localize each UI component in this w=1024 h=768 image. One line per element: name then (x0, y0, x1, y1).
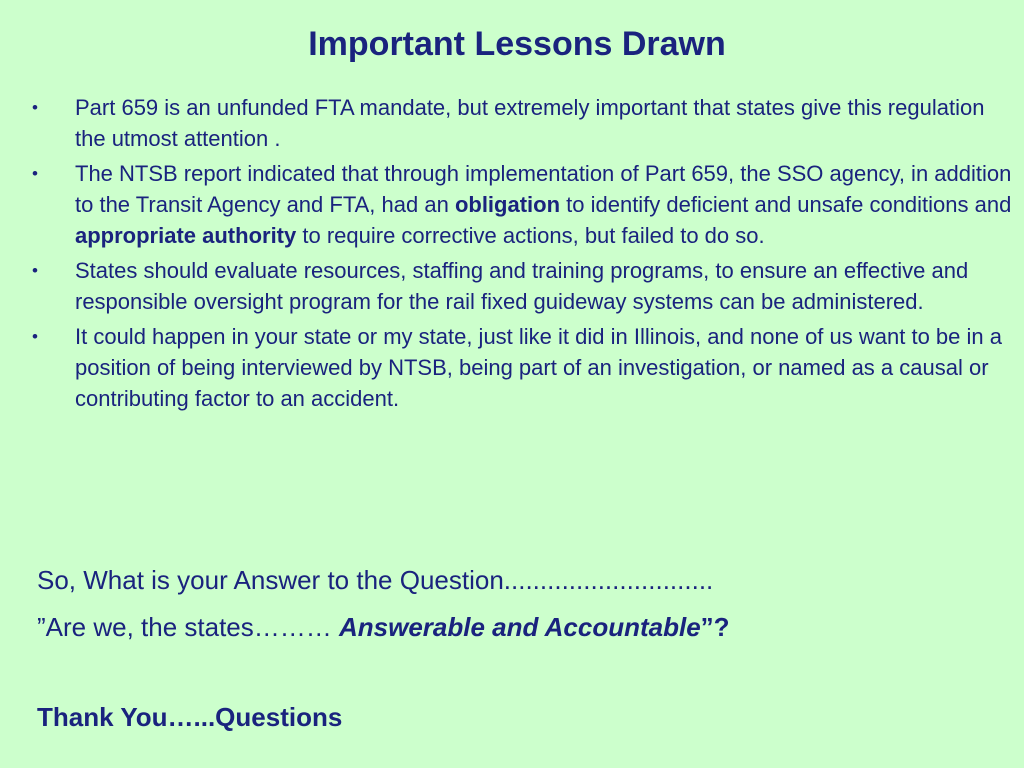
bullet-item (32, 321, 1017, 414)
bullet-item (32, 158, 1017, 251)
bullet-text: to identify deficient and unsafe conditions and (560, 192, 1012, 217)
bullet-text: States should evaluate resources, staffing and training programs, to ensure an effective and responsible oversight program for the rail fixed guideway systems can be administered. (75, 258, 969, 314)
question-quote-prefix: ”Are we, the states……… (37, 612, 339, 642)
bullet-emphasis-obligation: obligation (454, 192, 561, 217)
bullet-marker: • (32, 164, 38, 183)
question-quote-emphasis: Answerable and Accountable (338, 612, 701, 642)
bullet-item (32, 255, 1017, 317)
bullet-text: Part 659 is an unfunded FTA mandate, but extremely important that states give this regulation the utmost attention . (75, 95, 985, 151)
bullet-marker: • (32, 327, 38, 346)
bullet-text: to require corrective actions, but failed to do so. (296, 223, 765, 248)
bullet-marker: • (32, 261, 38, 280)
bullet-list (32, 92, 1017, 418)
bullet-text: It could happen in your state or my state, just like it did in Illinois, and none of us want to be in a position of being interviewed by NTSB, being part of an investigation, or named as a causal or contributing factor to an accident. (75, 324, 1002, 411)
bullet-text: The NTSB report indicated that through implementation of Part 659, the SSO agency, in addition to the Transit Agency and FTA, had an (75, 161, 1012, 217)
slide-title: Important Lessons Drawn (308, 25, 726, 63)
question-line: So, What is your Answer to the Question............................. (37, 565, 714, 595)
closing-line: Thank You…...Questions (37, 702, 343, 732)
question-quote (37, 609, 730, 645)
bullet-emphasis-authority: appropriate authority (75, 223, 297, 248)
bullet-item (32, 92, 1017, 154)
bullet-marker: • (32, 98, 38, 117)
question-quote-suffix: ”? (700, 612, 730, 642)
